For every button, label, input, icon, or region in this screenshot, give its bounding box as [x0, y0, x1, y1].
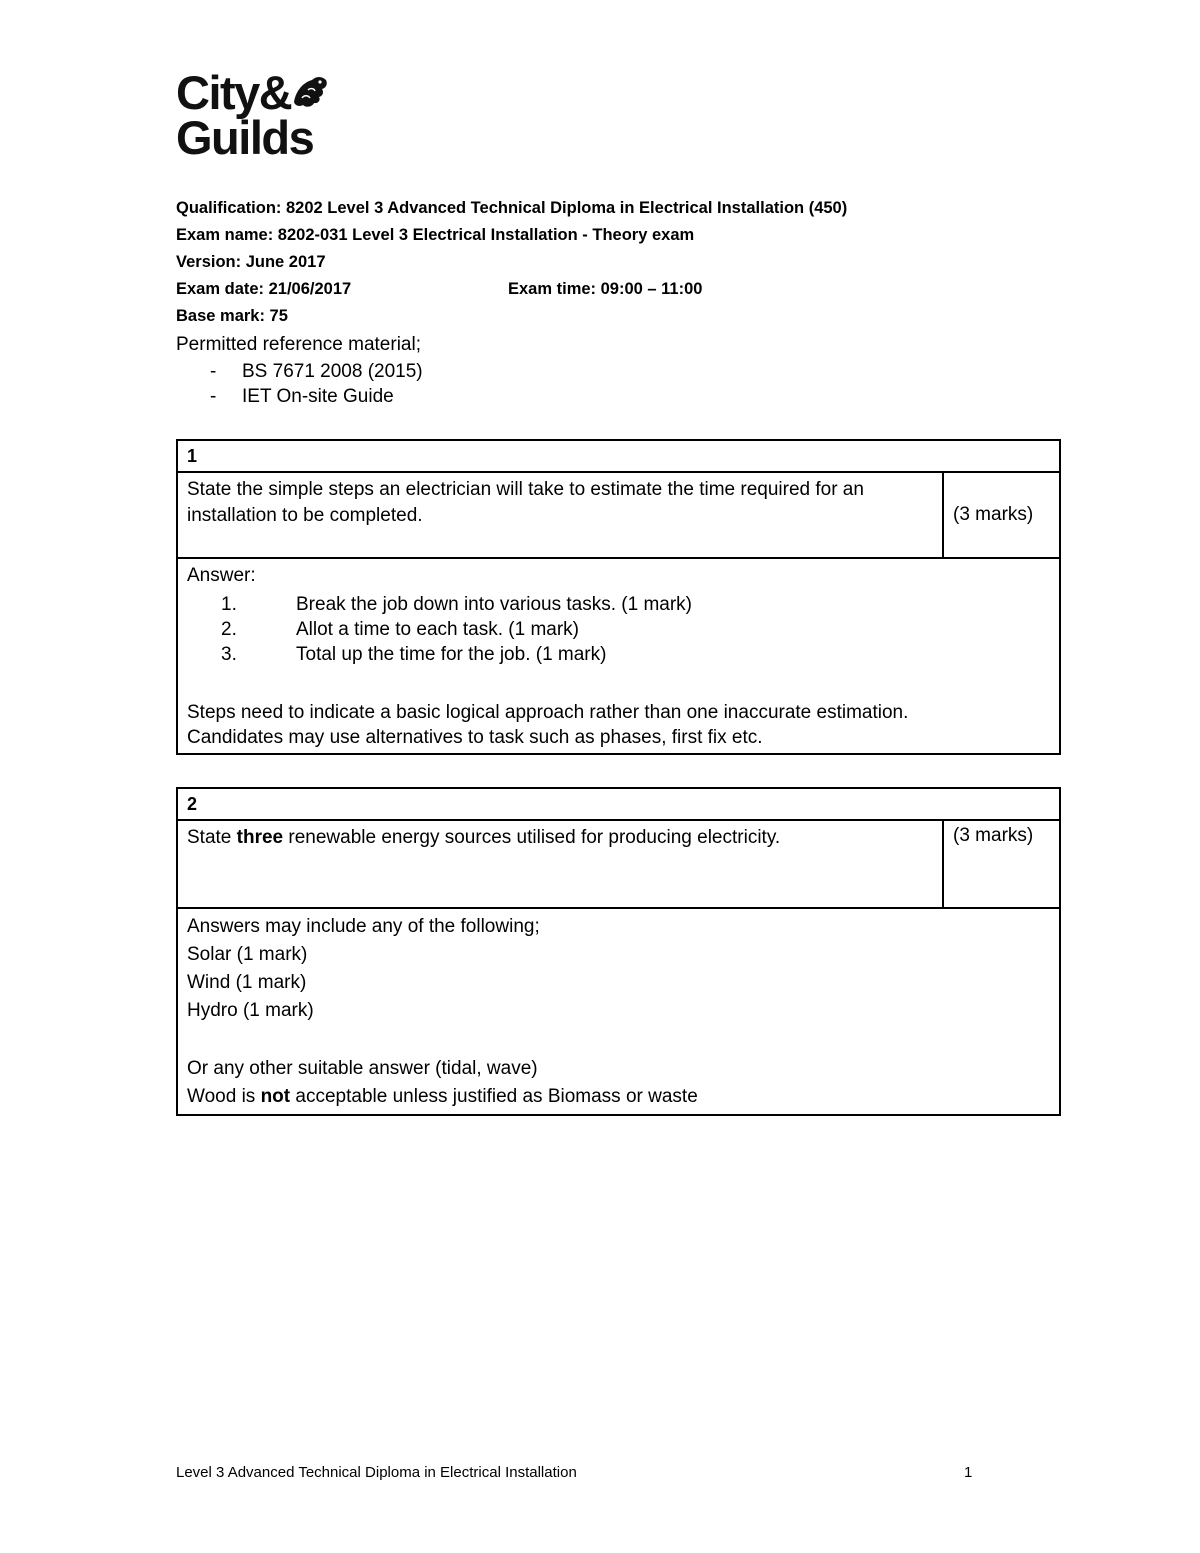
- answer-cell: [177, 558, 1060, 754]
- answer-item: Wind (1 mark): [187, 972, 307, 993]
- answer-cell: [177, 908, 1060, 1115]
- qualification: Qualification: 8202 Level 3 Advanced Technical Diploma in Electrical Installation (450): [176, 199, 848, 217]
- exam-time: Exam time: 09:00 – 11:00: [508, 280, 703, 298]
- answer-item: Hydro (1 mark): [187, 1000, 314, 1021]
- list-item: - BS 7671 2008 (2015): [210, 361, 423, 382]
- exam-date-row: [176, 276, 1076, 303]
- marking-note: Or any other suitable answer (tidal, wave): [187, 1058, 538, 1079]
- marking-note: Steps need to indicate a basic logical approach rather than one inaccurate estimation.: [187, 702, 909, 723]
- footer-title: Level 3 Advanced Technical Diploma in Electrical Installation: [176, 1464, 577, 1481]
- question-1-table: [176, 439, 1061, 755]
- question-text: State three renewable energy sources utilised for producing electricity.: [177, 820, 943, 908]
- marking-note: Wood is not acceptable unless justified as Biomass or waste: [187, 1086, 698, 1107]
- marking-note: Candidates may use alternatives to task such as phases, first fix etc.: [187, 727, 763, 748]
- list-item: 1. Break the job down into various tasks. (1 mark): [221, 594, 693, 615]
- question-number: 2: [177, 788, 1060, 820]
- version: Version: June 2017: [176, 253, 326, 271]
- question-marks: (3 marks): [943, 472, 1060, 558]
- answer-item: Solar (1 mark): [187, 944, 308, 965]
- question-text: State the simple steps an electrician will take to estimate the time required for an installation to be completed.: [177, 472, 943, 558]
- reference-material-list: [176, 359, 1076, 409]
- exam-details: [176, 195, 1076, 409]
- city-and-guilds-logo: [176, 66, 336, 165]
- logo-line-2: Guilds: [176, 111, 314, 164]
- page-footer: [176, 1464, 976, 1481]
- question-marks: (3 marks): [943, 820, 1060, 908]
- exam-date: Exam date: 21/06/2017: [176, 280, 352, 298]
- page-number: 1: [964, 1464, 973, 1481]
- lion-icon: [290, 72, 330, 112]
- reference-material-title: Permitted reference material;: [176, 334, 421, 355]
- question-number: 1: [177, 440, 1060, 472]
- base-mark: Base mark: 75: [176, 307, 288, 325]
- answer-label: Answer:: [187, 565, 256, 586]
- logo-line-1: City&: [176, 66, 292, 119]
- list-item: - IET On-site Guide: [210, 386, 394, 407]
- answer-steps: [187, 592, 1050, 667]
- list-item: 3. Total up the time for the job. (1 mark): [221, 644, 607, 665]
- answer-intro: Answers may include any of the following;: [187, 916, 540, 937]
- exam-name: Exam name: 8202-031 Level 3 Electrical Installation - Theory exam: [176, 226, 695, 244]
- list-item: 2. Allot a time to each task. (1 mark): [221, 619, 579, 640]
- question-2-table: [176, 787, 1061, 1116]
